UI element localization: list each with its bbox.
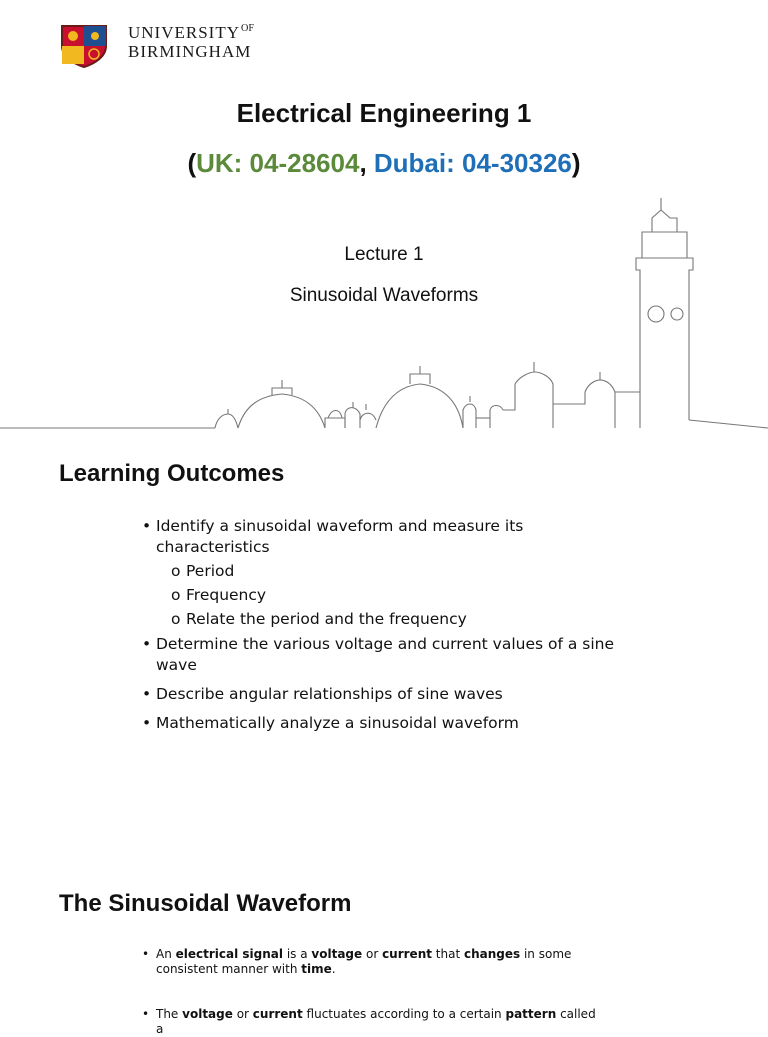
- university-line1: UNIVERSITY: [128, 23, 240, 42]
- uk-code: UK: 04-28604: [196, 148, 360, 178]
- outcome-text: Identify a sinusoidal waveform and measure its characteristics: [156, 517, 524, 556]
- keyword: changes: [463, 947, 521, 961]
- sub-list: [171, 561, 626, 630]
- keyword: voltage: [311, 947, 363, 961]
- bullet-icon: •: [142, 714, 152, 732]
- text-run: called a: [156, 1007, 596, 1036]
- keyword: time: [301, 962, 332, 976]
- text-run: An: [156, 947, 176, 961]
- slide-heading: The Sinusoidal Waveform: [59, 890, 352, 917]
- code-separator: ,: [359, 148, 374, 178]
- open-paren: (: [187, 148, 197, 178]
- bullet-icon: •: [142, 635, 152, 653]
- bullet-icon: •: [142, 685, 152, 703]
- university-line2: BIRMINGHAM: [128, 42, 252, 61]
- sub-item: [171, 609, 626, 630]
- bullet-icon: •: [142, 947, 150, 961]
- bullet-icon: •: [142, 1007, 150, 1021]
- outcome-text: Mathematically analyze a sinusoidal waveform: [156, 714, 519, 732]
- list-item: [142, 634, 626, 676]
- sub-item: [171, 585, 626, 606]
- text-run: is a: [283, 947, 312, 961]
- circle-bullet-icon: o: [171, 610, 181, 628]
- text-run: in some consistent manner with: [156, 947, 572, 976]
- close-paren: ): [571, 148, 581, 178]
- course-title: Electrical Engineering 1: [236, 98, 532, 128]
- bullet-icon: •: [142, 517, 152, 535]
- text-run: or: [362, 947, 383, 961]
- outcome-text: Describe angular relationships of sine waves: [156, 685, 503, 703]
- title-slide: [0, 0, 768, 440]
- outcome-text: Determine the various voltage and current values of a sine wave: [156, 635, 615, 674]
- list-item: [142, 516, 626, 630]
- keyword: current: [382, 947, 432, 961]
- list-item: [142, 713, 626, 734]
- campus-skyline-illustration: [0, 0, 768, 440]
- keyword: pattern: [505, 1007, 557, 1021]
- sinusoidal-waveform-slide: [0, 800, 768, 1036]
- sub-item: [171, 561, 626, 582]
- text-run: that: [431, 947, 464, 961]
- keyword: electrical signal: [175, 947, 284, 961]
- sub-item-text: Frequency: [186, 586, 267, 604]
- keyword: current: [252, 1007, 303, 1021]
- circle-bullet-icon: o: [171, 562, 181, 580]
- text-run: or: [232, 1007, 253, 1021]
- text-run: fluctuates according to a certain: [302, 1007, 506, 1021]
- circle-bullet-icon: o: [171, 586, 181, 604]
- sub-item-text: Relate the period and the frequency: [186, 610, 467, 628]
- slide-heading: Learning Outcomes: [59, 460, 285, 487]
- keyword: voltage: [182, 1007, 233, 1021]
- text-run: .: [331, 962, 336, 976]
- list-item: [142, 1007, 606, 1037]
- learning-outcomes-slide: [0, 448, 768, 778]
- dubai-code: Dubai: 04-30326: [373, 148, 572, 178]
- university-of: OF: [241, 23, 255, 34]
- list-item: [142, 947, 606, 977]
- sub-item-text: Period: [186, 562, 235, 580]
- text-run: The: [156, 1007, 183, 1021]
- list-item: [142, 684, 626, 705]
- lecture-number: Lecture 1: [344, 244, 424, 265]
- outcomes-list: [142, 516, 626, 734]
- lecture-topic: Sinusoidal Waveforms: [289, 285, 479, 306]
